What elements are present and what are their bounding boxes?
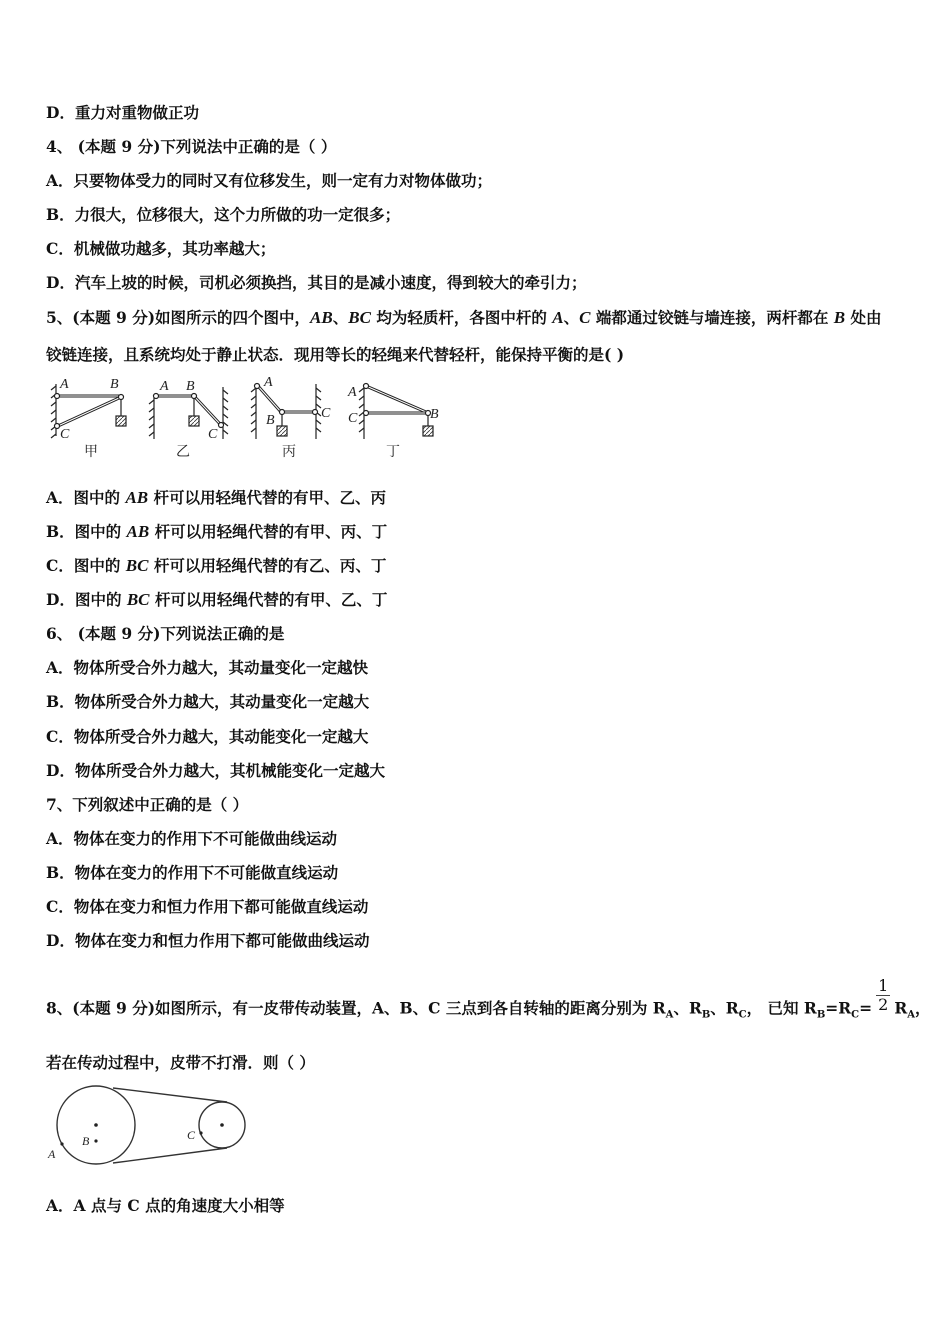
caption-yi: 乙	[176, 444, 190, 460]
text-line	[46, 658, 368, 678]
text-segment: C．图中的	[46, 556, 126, 575]
text-segment: C．物体在变力和恒力作用下都可能做直线运动	[46, 897, 369, 916]
text-segment: 杆可以用轻绳代替的有甲、乙、丁	[149, 590, 388, 609]
text-segment: A．只要物体受力的同时又有位移发生，则一定有力对物体做功；	[46, 171, 493, 190]
label-a: A	[264, 375, 273, 390]
text-line	[46, 897, 368, 917]
text-line	[46, 308, 881, 328]
text-segment: D．图中的	[46, 590, 127, 609]
text-line	[46, 239, 275, 259]
math-variable: AB	[126, 522, 150, 541]
text-line	[46, 795, 248, 815]
text-segment: B．力很大，位移很大，这个力所做的功一定很多；	[46, 205, 401, 224]
text-segment: D．物体所受合外力越大，其机械能变化一定越大	[46, 761, 385, 780]
text-line	[46, 488, 386, 508]
label-c: C	[321, 406, 331, 421]
math-variable: BC	[125, 556, 149, 575]
label-b: B	[266, 413, 275, 428]
text-segment: 端都通过铰链与墙连接，两杆都在	[590, 308, 834, 327]
text-line	[46, 590, 387, 610]
text-line	[46, 522, 387, 542]
subscript: B	[816, 1009, 826, 1021]
text-segment: C．物体所受合外力越大，其动能变化一定越大	[46, 727, 369, 746]
fraction-denominator: 2	[878, 995, 889, 1014]
text-segment: C．机械做功越多，其功率越大；	[46, 239, 276, 258]
text-line	[46, 931, 369, 951]
math-variable: A	[552, 308, 564, 327]
text-segment: 7、下列叙述中正确的是（ ）	[46, 795, 249, 814]
text-segment: 、R	[710, 998, 739, 1018]
label-c: C	[348, 411, 358, 426]
subscript: C	[851, 1009, 860, 1021]
text-line	[46, 345, 624, 365]
text-line	[46, 727, 368, 747]
label-c: C	[208, 427, 218, 442]
text-segment: 、	[332, 308, 349, 327]
text-line	[46, 171, 492, 191]
text-segment: R	[894, 998, 908, 1018]
text-segment: B．物体在变力的作用下不可能做直线运动	[46, 863, 339, 882]
fraction	[876, 977, 890, 1014]
caption-ding: 丁	[386, 444, 400, 460]
fraction-numerator: 1	[878, 976, 889, 995]
text-segment: 、R	[673, 998, 702, 1018]
diagram-ding	[359, 384, 433, 440]
math-variable: C	[579, 308, 591, 327]
text-line	[46, 829, 337, 849]
math-variable: AB	[125, 488, 149, 507]
text-segment: A．物体所受合外力越大，其动量变化一定越快	[46, 658, 369, 677]
text-segment: B．图中的	[46, 522, 127, 541]
text-line	[46, 1196, 285, 1216]
text-segment: =R	[825, 998, 852, 1018]
label-a: A	[60, 377, 69, 392]
diagram-bing	[251, 384, 321, 440]
text-line	[46, 137, 336, 157]
text-segment: 杆可以用轻绳代替的有甲、丙、丁	[149, 522, 388, 541]
text-line	[46, 205, 400, 225]
text-segment: 处由	[845, 308, 882, 327]
text-line	[46, 1053, 315, 1073]
subscript: B	[701, 1009, 711, 1021]
label-b: B	[430, 407, 439, 422]
text-line	[46, 624, 284, 644]
text-segment: 若在传动过程中，皮带不打滑．则（ ）	[46, 1053, 315, 1072]
caption-bing: 丙	[282, 444, 296, 460]
text-segment: D．物体在变力和恒力作用下都可能做曲线运动	[46, 931, 370, 950]
text-line	[46, 692, 369, 712]
math-variable: BC	[126, 590, 150, 609]
subscript: A	[665, 1009, 674, 1021]
text-segment: 杆可以用轻绳代替的有甲、乙、丙	[148, 488, 387, 507]
text-segment: 6、 (本题 9 分)下列说法正确的是	[46, 624, 285, 643]
label-a: A	[348, 385, 357, 400]
text-segment: 、	[563, 308, 580, 327]
caption-jia: 甲	[84, 444, 98, 460]
text-segment: ，	[914, 998, 931, 1018]
math-variable: BC	[348, 308, 371, 327]
subscript: A	[907, 1009, 915, 1021]
text-segment: D．汽车上坡的时候，司机必须换挡，其目的是减小速度，得到较大的牵引力；	[46, 273, 587, 292]
label-b: B	[110, 377, 119, 392]
text-line	[46, 103, 199, 123]
text-segment: B．物体所受合外力越大，其动量变化一定越大	[46, 692, 370, 711]
label-b: B	[82, 1134, 90, 1148]
math-variable: AB	[310, 308, 333, 327]
figure-rod-diagrams	[46, 374, 446, 464]
text-segment: A．物体在变力的作用下不可能做曲线运动	[46, 829, 338, 848]
subscript: C	[738, 1009, 747, 1021]
text-line	[46, 556, 386, 576]
text-segment: 铰链连接，且系统均处于静止状态．现用等长的轻绳来代替轻杆，能保持平衡的是( )	[46, 345, 625, 364]
math-variable: B	[833, 308, 846, 327]
text-segment: 8、(本题 9 分)如图所示，有一皮带传动装置，A、B、C 三点到各自转轴的距离分别为 R	[46, 998, 666, 1018]
text-segment: A．图中的	[46, 488, 126, 507]
label-b: B	[186, 379, 195, 394]
label-a: A	[160, 379, 169, 394]
figure-belt-drive	[46, 1078, 256, 1170]
text-line	[46, 976, 931, 1028]
label-a: A	[48, 1147, 56, 1161]
text-segment: 杆可以用轻绳代替的有乙、丙、丁	[148, 556, 387, 575]
text-segment: 5、(本题 9 分)如图所示的四个图中，	[46, 308, 311, 327]
label-c: C	[60, 427, 70, 442]
text-segment: D．重力对重物做正功	[46, 103, 199, 122]
text-segment: A．A 点与 C 点的角速度大小相等	[46, 1196, 285, 1215]
text-line	[46, 273, 586, 293]
text-segment: 均为轻质杆，各图中杆的	[370, 308, 553, 327]
text-segment: =	[859, 998, 873, 1018]
text-line	[46, 761, 385, 781]
text-segment: 4、 (本题 9 分)下列说法中正确的是（ ）	[46, 137, 337, 156]
label-c: C	[187, 1128, 196, 1142]
text-line	[46, 863, 338, 883]
text-segment: ， 已知 R	[746, 998, 817, 1018]
